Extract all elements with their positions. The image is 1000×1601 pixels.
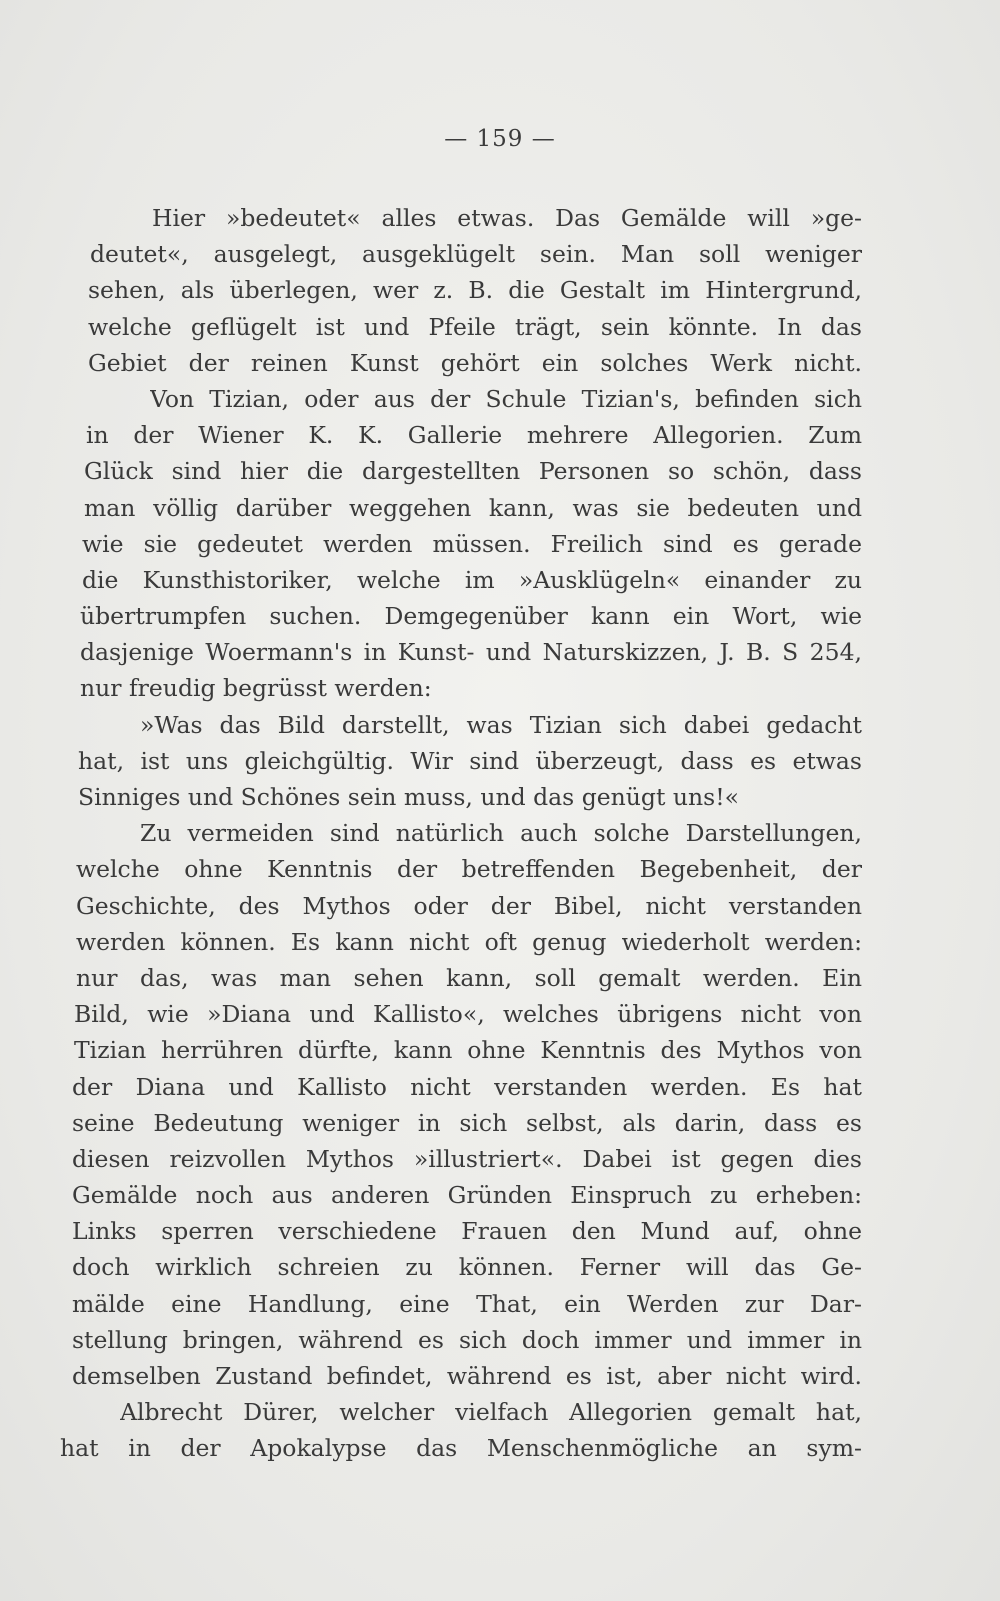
text-line: Von Tizian, oder aus der Schule Tizian's, befinden sich xyxy=(150,384,862,413)
text-line: stellung bringen, während es sich doch immer und immer in xyxy=(72,1325,862,1354)
text-line: Zu vermeiden sind natürlich auch solche Darstellungen, xyxy=(140,819,862,848)
text-line: Links sperren verschiedene Frauen den Mund auf, ohne xyxy=(72,1217,862,1246)
text-line: Gebiet der reinen Kunst gehört ein solches Werk nicht. xyxy=(88,348,862,377)
text-line: »Was das Bild darstellt, was Tizian sich dabei gedacht xyxy=(140,710,862,739)
text-line: doch wirklich schreien zu können. Ferner will das Ge- xyxy=(72,1253,862,1282)
text-line: Tizian herrühren dürfte, kann ohne Kenntnis des Mythos von xyxy=(74,1036,862,1065)
text-line: werden können. Es kann nicht oft genug wiederholt werden: xyxy=(76,927,862,956)
text-line: dasjenige Woermann's in Kunst- und Naturskizzen, J. B. S 254, xyxy=(80,638,862,667)
text-line: deutet«, ausgelegt, ausgeklügelt sein. Man soll weniger xyxy=(90,240,862,269)
text-line: nur freudig begrüsst werden: xyxy=(80,674,432,703)
text-line: Albrecht Dürer, welcher vielfach Allegorien gemalt hat, xyxy=(120,1398,862,1427)
text-line: sehen, als überlegen, wer z. B. die Gestalt im Hintergrund, xyxy=(88,276,862,305)
text-line: Bild, wie »Diana und Kallisto«, welches übrigens nicht von xyxy=(74,1000,862,1029)
body-text xyxy=(60,200,862,1467)
text-line: demselben Zustand befindet, während es ist, aber nicht wird. xyxy=(72,1362,862,1390)
text-line: man völlig darüber weggehen kann, was sie bedeuten und xyxy=(84,493,862,522)
text-line: mälde eine Handlung, eine That, ein Werden zur Dar- xyxy=(72,1289,862,1318)
text-line: der Diana und Kallisto nicht verstanden werden. Es hat xyxy=(72,1072,862,1101)
text-line: Geschichte, des Mythos oder der Bibel, nicht verstanden xyxy=(76,891,862,920)
text-line: diesen reizvollen Mythos »illustriert«. Dabei ist gegen dies xyxy=(72,1144,862,1173)
text-line: Sinniges und Schönes sein muss, und das genügt uns!« xyxy=(78,783,740,811)
page-number: — 159 — xyxy=(444,126,556,152)
text-line: hat in der Apokalypse das Menschenmögliche an sym- xyxy=(60,1434,862,1463)
text-line: nur das, was man sehen kann, soll gemalt werden. Ein xyxy=(76,963,862,992)
text-line: die Kunsthistoriker, welche im »Ausklügeln« einander zu xyxy=(82,565,862,594)
text-line: übertrumpfen suchen. Demgegenüber kann ein Wort, wie xyxy=(80,602,862,631)
text-line: seine Bedeutung weniger in sich selbst, als darin, dass es xyxy=(72,1108,862,1137)
text-line: Gemälde noch aus anderen Gründen Einspruch zu erheben: xyxy=(72,1181,862,1210)
text-line: hat, ist uns gleichgültig. Wir sind überzeugt, dass es etwas xyxy=(78,746,862,775)
text-line: Glück sind hier die dargestellten Personen so schön, dass xyxy=(84,457,862,486)
text-line: Hier »bedeutet« alles etwas. Das Gemälde will »ge- xyxy=(152,204,862,232)
text-line: welche ohne Kenntnis der betreffenden Begebenheit, der xyxy=(76,855,862,884)
text-line: in der Wiener K. K. Gallerie mehrere Allegorien. Zum xyxy=(86,421,862,450)
text-line: welche geflügelt ist und Pfeile trägt, sein könnte. In das xyxy=(88,312,862,341)
text-line: wie sie gedeutet werden müssen. Freilich sind es gerade xyxy=(82,529,862,558)
